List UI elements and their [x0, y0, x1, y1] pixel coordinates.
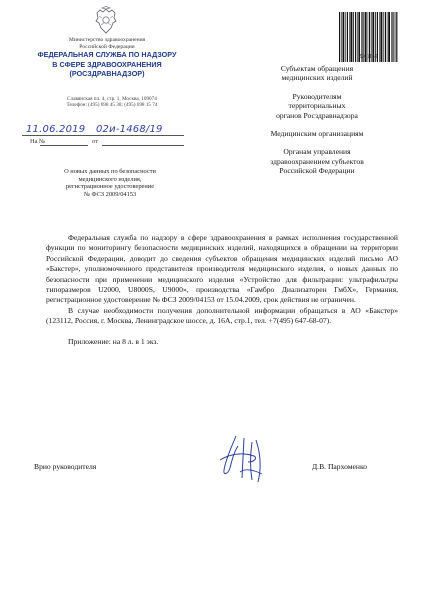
agency-line-2: В СФЕРЕ ЗДРАВООХРАНЕНИЯ — [52, 59, 162, 69]
recipient-group — [232, 64, 402, 83]
reference-date-line — [102, 145, 184, 146]
recipient-line: Субъектам обращения — [280, 64, 354, 73]
recipient-line: Медицинским организациям — [270, 129, 364, 139]
sender-address — [42, 96, 182, 109]
attachment-note: Приложение: на 8 л. в 1 экз. — [68, 336, 159, 346]
handwritten-date: 11.06.2019 — [26, 124, 86, 135]
registration-line — [22, 135, 184, 136]
letter-subject — [40, 168, 180, 198]
signatory-title: Врио руководителя — [34, 462, 97, 471]
recipient-line: органов Росздравнадзора — [276, 110, 358, 120]
coat-of-arms-icon — [93, 6, 119, 36]
recipient-group — [232, 129, 402, 138]
signatory-name: Д.В. Пархоменко — [312, 462, 368, 471]
recipient-line: Органам управления — [283, 147, 351, 157]
address-line-1: Славянская пл. 4, стр. 1, Москва, 109074 — [67, 96, 157, 102]
recipient-line: медицинских изделий — [281, 73, 353, 83]
ministry-line-2: Российской Федерации — [79, 43, 135, 50]
reference-number-line — [40, 145, 88, 146]
recipient-line: Руководителям — [292, 91, 342, 101]
reference-date-label: от — [92, 138, 98, 145]
sender-block — [22, 37, 192, 78]
letter-body — [46, 233, 398, 347]
body-paragraph-main: Федеральная служба по надзору в сфере здравоохранения в рамках исполнения государственной функции по мониторингу безопасности медицинских изделий, находящихся в обращении на территории Российской Федерации, доводит до сведения субъектов обращения медицинских изделий письмо АО «Бакстер», уполномоченного представителя производителя медицинского изделия, о новых данных по безопасности при применении медицинского изделия «Устройство для фильтрации: ультрафильтры типоразмеров U2000, U8000S, U9000», производства «Гамбро Диализаторен ГмбХ», Германия, регистрационное удостоверение № ФСЗ 2009/04153 от 15.04.2009, срок действия не ограничен. — [46, 233, 398, 305]
subject-line-1: О новых данных по безопасности — [64, 168, 156, 175]
address-line-2: Телефон: (495) 698 45 38; (495) 698 15 74 — [66, 102, 158, 109]
subject-line-3: регистрационное удостоверение — [65, 183, 155, 191]
registration-block — [22, 124, 192, 148]
agency-line-1: ФЕДЕРАЛЬНАЯ СЛУЖБА ПО НАДЗОРУ — [37, 50, 177, 60]
handwritten-number: 02и-1468/19 — [96, 124, 163, 135]
subject-line-4: № ФСЗ 2009/04153 — [83, 190, 137, 198]
recipient-group — [232, 92, 402, 120]
body-paragraph-contact: В случае необходимости получения дополнительной информации обращаться в АО «Бакстер» (123112, Россия, г. Москва, Ленинградское шоссе, д. 16А, стр.1, тел. +7(495) 647-68-07). — [46, 305, 398, 326]
barcode-number: 2301162 — [358, 54, 378, 60]
recipients-block — [232, 64, 402, 185]
recipient-group — [232, 147, 402, 175]
recipient-line: здравоохранением субъектов — [270, 156, 364, 166]
ministry-line-1: Министерство здравоохранения — [68, 37, 146, 43]
agency-line-3: (РОСЗДРАВНАДЗОР) — [69, 69, 145, 78]
handwritten-signature-icon — [214, 432, 274, 487]
reference-number-label: На № — [30, 138, 46, 145]
recipient-line: территориальных — [288, 101, 346, 111]
recipient-line: Российской Федерации — [279, 166, 355, 176]
subject-line-2: медицинского изделия, — [78, 175, 142, 183]
